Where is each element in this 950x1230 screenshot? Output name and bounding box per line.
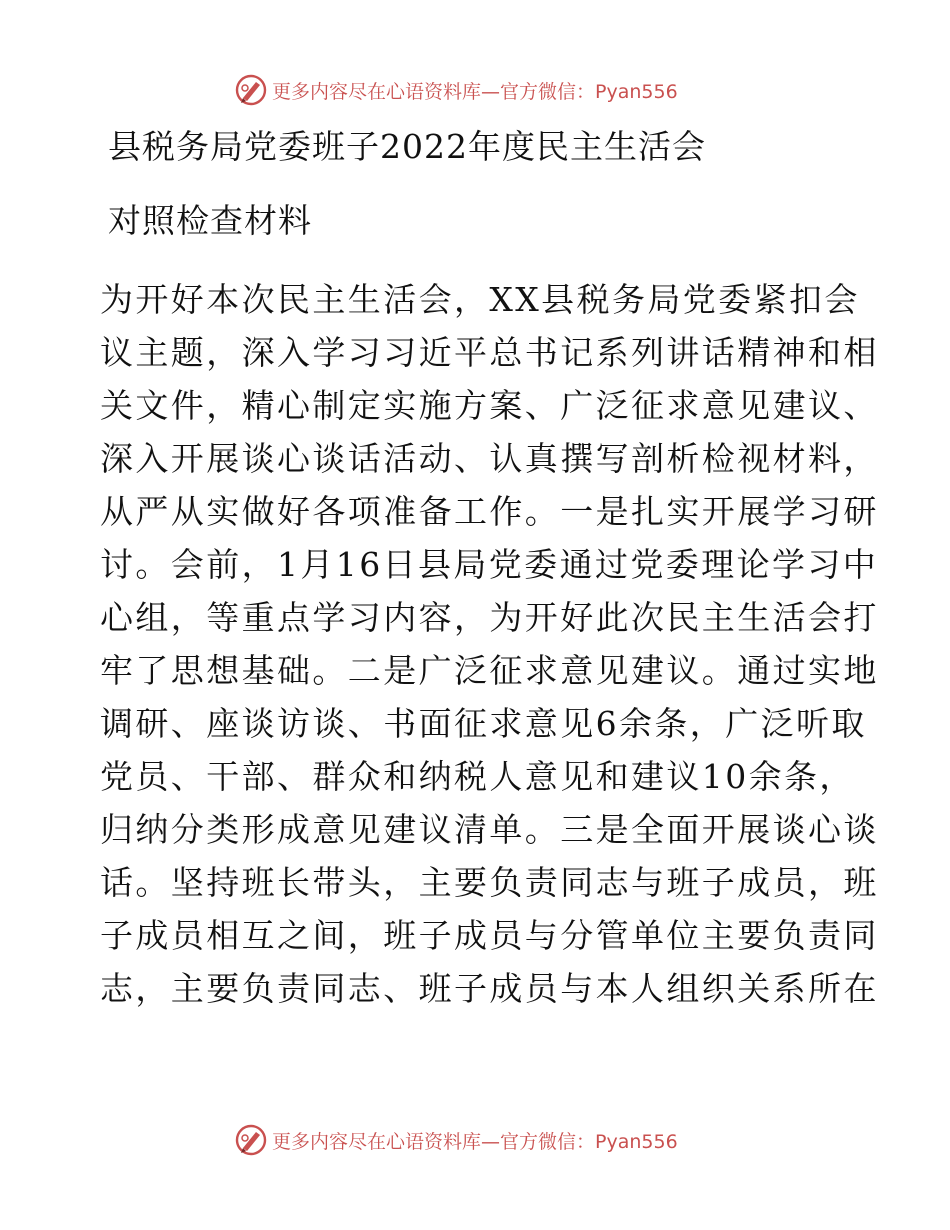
body-line: 议主题，深入学习习近平总书记系列讲话精神和相 (100, 333, 879, 372)
pen-logo-icon (234, 1123, 268, 1157)
body-line: 志，主要负责同志、班子成员与本人组织关系所在 (100, 969, 879, 1008)
watermark-footer (234, 1122, 678, 1158)
body-line: 讨。会前，1月16日县局党委通过党委理论学习中 (100, 545, 879, 584)
watermark-text: 更多内容尽在心语资料库—官方微信：Pyan556 (272, 80, 678, 103)
body-line: 深入开展谈心谈话活动、认真撰写剖析检视材料， (100, 439, 879, 478)
body-line: 归纳分类形成意见建议清单。三是全面开展谈心谈 (100, 810, 879, 849)
body-line: 子成员相互之间，班子成员与分管单位主要负责同 (100, 916, 879, 955)
watermark-header (234, 72, 678, 108)
body-line: 调研、座谈访谈、书面征求意见6余条，广泛听取 (100, 704, 867, 743)
body-line: 话。坚持班长带头，主要负责同志与班子成员，班 (100, 863, 879, 902)
body-line: 关文件，精心制定实施方案、广泛征求意见建议、 (100, 386, 879, 425)
document-title-line-1: 县税务局党委班子2022年度民主生活会 (108, 127, 706, 166)
body-line: 牢了思想基础。二是广泛征求意见建议。通过实地 (100, 651, 879, 690)
body-line: 从严从实做好各项准备工作。一是扎实开展学习研 (100, 492, 879, 531)
body-line: 心组，等重点学习内容，为开好此次民主生活会打 (100, 598, 879, 637)
document-title-line-2: 对照检查材料 (108, 201, 312, 240)
body-line: 为开好本次民主生活会，XX县税务局党委紧扣会 (100, 280, 860, 319)
body-line: 党员、干部、群众和纳税人意见和建议10余条， (100, 757, 855, 796)
body-paragraph (100, 273, 879, 1015)
pen-logo-icon (234, 73, 268, 107)
watermark-text: 更多内容尽在心语资料库—官方微信：Pyan556 (272, 1130, 678, 1153)
